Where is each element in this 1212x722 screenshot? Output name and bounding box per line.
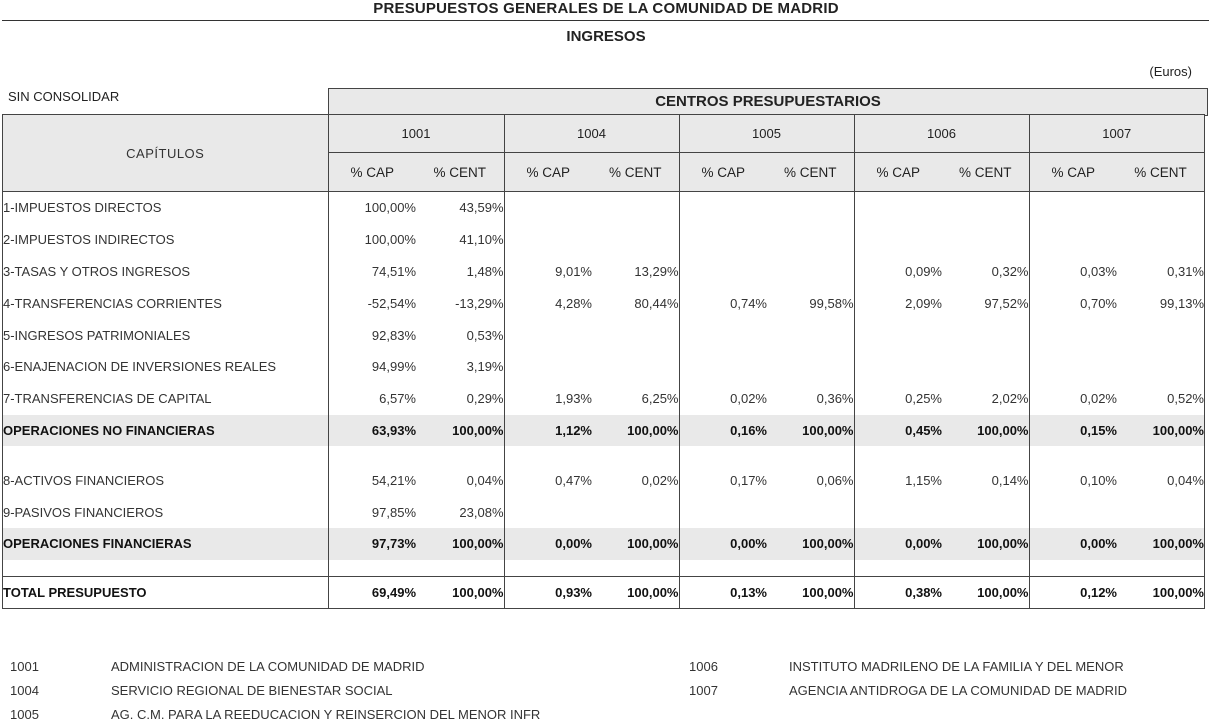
pct-cent-cell: 0,06%: [816, 472, 854, 488]
centros-header: CENTROS PRESUPUESTARIOS: [328, 88, 1208, 116]
table-row: [3, 496, 1204, 528]
pct-cent-cell: 100,00%: [802, 584, 854, 600]
pct-cent-cell: 100,00%: [1152, 584, 1204, 600]
spacer-row: [3, 446, 1204, 464]
pct-cent-cell: [942, 224, 1029, 256]
pct-cent-cell: 0,36%: [816, 391, 854, 407]
pct-cap-cell: 0,47%: [504, 464, 592, 496]
pct-cent-cell: 0,04%: [1167, 472, 1204, 488]
center-code-header: 1006: [854, 115, 1029, 153]
legend-code: 1006: [689, 659, 718, 674]
pct-cent-cell: 100,00%: [942, 415, 1029, 447]
pct-cent-cell: [942, 351, 1029, 383]
pct-cent-cell: 100,00%: [942, 528, 1029, 560]
pct-cent-cell: 3,19%: [466, 359, 504, 375]
pct-cap-header: % CAP: [1029, 153, 1117, 192]
row-label: 2-IMPUESTOS INDIRECTOS: [3, 232, 175, 248]
legend-code: 1005: [10, 707, 39, 722]
pct-cent-cell: 100,00%: [592, 415, 679, 447]
page-subtitle: INGRESOS: [566, 28, 646, 45]
units-label: (Euros): [1149, 64, 1192, 79]
pct-cap-cell: [854, 192, 942, 224]
pct-cap-cell: [679, 496, 767, 528]
pct-cap-cell: -52,54%: [328, 287, 416, 319]
table-row: [3, 287, 1204, 319]
pct-cent-cell: 100,00%: [416, 415, 504, 447]
pct-cap-cell: [854, 351, 942, 383]
legend-name: SERVICIO REGIONAL DE BIENESTAR SOCIAL: [111, 683, 393, 698]
pct-cent-cell: 1,48%: [466, 263, 504, 279]
pct-cent-cell: 41,10%: [459, 232, 504, 248]
pct-cent-cell: [592, 224, 679, 256]
table-row: [3, 192, 1204, 224]
pct-cent-cell: 100,00%: [452, 584, 504, 600]
pct-cap-cell: 1,12%: [504, 415, 592, 447]
pct-cap-cell: [504, 496, 592, 528]
pct-cent-cell: 2,02%: [991, 391, 1029, 407]
pct-cap-cell: [1029, 496, 1117, 528]
pct-cap-cell: 2,09%: [854, 287, 942, 319]
pct-cap-header: % CAP: [679, 153, 767, 192]
pct-cap-cell: [854, 224, 942, 256]
pct-cent-cell: [1117, 224, 1204, 256]
pct-cap-cell: 1,93%: [504, 383, 592, 415]
pct-cap-cell: 0,00%: [679, 528, 767, 560]
table-row: [3, 464, 1204, 496]
pct-cap-cell: 0,03%: [1029, 256, 1117, 288]
pct-cap-cell: [504, 224, 592, 256]
table-row: [3, 319, 1204, 351]
pct-cent-cell: 100,00%: [592, 528, 679, 560]
pct-cap-cell: [679, 351, 767, 383]
table-row: [3, 351, 1204, 383]
pct-cent-cell: 100,00%: [767, 415, 854, 447]
pct-cent-cell: 100,00%: [416, 528, 504, 560]
pct-cent-cell: 23,08%: [459, 504, 504, 520]
center-code-header: 1007: [1029, 115, 1204, 153]
pct-cap-cell: 0,00%: [1029, 528, 1117, 560]
center-code-header: 1005: [679, 115, 854, 153]
pct-cap-cell: [679, 319, 767, 351]
pct-cap-cell: 63,93%: [328, 415, 416, 447]
row-label: 8-ACTIVOS FINANCIEROS: [3, 472, 165, 488]
pct-cap-cell: 9,01%: [504, 256, 592, 288]
row-label: 4-TRANSFERENCIAS CORRIENTES: [3, 295, 222, 311]
pct-cent-cell: 97,52%: [984, 295, 1029, 311]
pct-cap-header: % CAP: [504, 153, 592, 192]
pct-cap-cell: [679, 192, 767, 224]
pct-cap-cell: 92,83%: [328, 319, 416, 351]
pct-cent-header: % CENT: [1117, 153, 1204, 192]
table-body: [3, 192, 1204, 608]
pct-cent-cell: [1117, 496, 1204, 528]
total-row: [3, 576, 1204, 608]
center-code-header: 1001: [328, 115, 504, 153]
pct-cap-cell: 6,57%: [328, 383, 416, 415]
pct-cap-cell: 97,85%: [328, 496, 416, 528]
pct-cap-header: % CAP: [328, 153, 416, 192]
pct-cent-header: % CENT: [942, 153, 1029, 192]
pct-cent-cell: 0,29%: [466, 391, 504, 407]
pct-cent-header: % CENT: [767, 153, 854, 192]
legend-name: AG. C.M. PARA LA REEDUCACION Y REINSERCION DEL MENOR INFR: [111, 707, 541, 722]
pct-cent-cell: 0,52%: [1167, 391, 1204, 407]
pct-cent-header: % CENT: [416, 153, 504, 192]
pct-cap-cell: [679, 224, 767, 256]
pct-cap-cell: 0,13%: [679, 576, 767, 608]
pct-cap-cell: 94,99%: [328, 351, 416, 383]
pct-cent-cell: 0,53%: [466, 327, 504, 343]
pct-cent-cell: [767, 256, 854, 288]
row-label: OPERACIONES NO FINANCIERAS: [3, 415, 328, 447]
pct-cap-cell: [504, 192, 592, 224]
row-label: OPERACIONES FINANCIERAS: [3, 528, 328, 560]
pct-cent-cell: 100,00%: [977, 584, 1029, 600]
pct-cent-cell: [767, 192, 854, 224]
pct-cent-cell: 0,32%: [991, 263, 1029, 279]
pct-cap-cell: 1,15%: [854, 464, 942, 496]
row-label: 6-ENAJENACION DE INVERSIONES REALES: [3, 359, 277, 375]
pct-cent-cell: 99,58%: [809, 295, 854, 311]
legend-code: 1001: [10, 659, 39, 674]
legend-code: 1007: [689, 683, 718, 698]
pct-cap-cell: 0,02%: [679, 383, 767, 415]
row-label: 9-PASIVOS FINANCIEROS: [3, 504, 164, 520]
pct-cent-cell: 100,00%: [627, 584, 679, 600]
row-label: TOTAL PRESUPUESTO: [3, 584, 147, 600]
pct-cent-cell: [767, 224, 854, 256]
pct-cap-cell: 0,16%: [679, 415, 767, 447]
pct-cent-cell: [1117, 319, 1204, 351]
row-label: 7-TRANSFERENCIAS DE CAPITAL: [3, 391, 212, 407]
pct-cap-cell: 54,21%: [328, 464, 416, 496]
pct-cent-cell: [1117, 351, 1204, 383]
pct-cap-cell: 0,09%: [854, 256, 942, 288]
pct-cap-cell: 74,51%: [328, 256, 416, 288]
pct-cent-cell: [1117, 192, 1204, 224]
budget-table: [3, 115, 1204, 608]
pct-cap-cell: 97,73%: [328, 528, 416, 560]
pct-cap-cell: 100,00%: [328, 192, 416, 224]
pct-cap-cell: 0,10%: [1029, 464, 1117, 496]
pct-cap-cell: 0,74%: [679, 287, 767, 319]
pct-cap-cell: [1029, 192, 1117, 224]
pct-cent-cell: [767, 351, 854, 383]
legend-name: AGENCIA ANTIDROGA DE LA COMUNIDAD DE MADRID: [789, 683, 1128, 698]
pct-cent-cell: 100,00%: [1117, 415, 1204, 447]
pct-cent-cell: 0,04%: [466, 472, 504, 488]
spacer-row: [3, 560, 1204, 577]
pct-cap-cell: 0,17%: [679, 464, 767, 496]
pct-cap-cell: 69,49%: [328, 576, 416, 608]
pct-cap-cell: 0,02%: [1029, 383, 1117, 415]
pct-cap-cell: 0,93%: [504, 576, 592, 608]
pct-cap-cell: 0,38%: [854, 576, 942, 608]
page-title: PRESUPUESTOS GENERALES DE LA COMUNIDAD DE MADRID: [373, 0, 839, 17]
legend-name: INSTITUTO MADRILENO DE LA FAMILIA Y DEL MENOR: [789, 659, 1124, 674]
pct-cap-cell: [1029, 319, 1117, 351]
pct-cent-cell: [942, 192, 1029, 224]
table-row: [3, 224, 1204, 256]
pct-cent-cell: [942, 319, 1029, 351]
pct-cap-cell: 0,12%: [1029, 576, 1117, 608]
pct-cap-cell: 0,00%: [854, 528, 942, 560]
pct-cent-cell: -13,29%: [455, 295, 504, 311]
pct-cap-cell: [679, 256, 767, 288]
table-row: [3, 256, 1204, 288]
pct-cap-cell: [854, 319, 942, 351]
pct-cent-cell: 0,02%: [641, 472, 679, 488]
row-label: 1-IMPUESTOS DIRECTOS: [3, 200, 162, 216]
row-label: 3-TASAS Y OTROS INGRESOS: [3, 263, 191, 279]
pct-cent-cell: 0,14%: [991, 472, 1029, 488]
pct-cent-cell: [592, 192, 679, 224]
subtotal-row: [3, 415, 1204, 447]
pct-cap-cell: 0,15%: [1029, 415, 1117, 447]
pct-cent-cell: 100,00%: [1117, 528, 1204, 560]
table-row: [3, 383, 1204, 415]
legend-code: 1004: [10, 683, 39, 698]
pct-cent-cell: [942, 496, 1029, 528]
pct-cent-header: % CENT: [592, 153, 679, 192]
subtotal-row: [3, 528, 1204, 560]
title-divider: [2, 20, 1209, 21]
scope-label: SIN CONSOLIDAR: [8, 89, 120, 104]
pct-cap-cell: 0,00%: [504, 528, 592, 560]
pct-cent-cell: [767, 496, 854, 528]
pct-cap-cell: [854, 496, 942, 528]
pct-cent-cell: 100,00%: [767, 528, 854, 560]
legend-name: ADMINISTRACION DE LA COMUNIDAD DE MADRID: [111, 659, 425, 674]
pct-cap-header: % CAP: [854, 153, 942, 192]
pct-cap-cell: [1029, 351, 1117, 383]
center-code-row: [3, 115, 1204, 153]
pct-cent-cell: 99,13%: [1159, 295, 1204, 311]
pct-cap-cell: 0,45%: [854, 415, 942, 447]
pct-cent-cell: 13,29%: [634, 263, 679, 279]
pct-cent-cell: [767, 319, 854, 351]
pct-cap-cell: 4,28%: [504, 287, 592, 319]
pct-cap-cell: 0,25%: [854, 383, 942, 415]
pct-cent-cell: [592, 351, 679, 383]
pct-cent-cell: 80,44%: [634, 295, 679, 311]
pct-cent-cell: [592, 496, 679, 528]
pct-cap-cell: [504, 319, 592, 351]
pct-cent-cell: 43,59%: [459, 200, 504, 216]
capitulos-header: CAPÍTULOS: [3, 115, 328, 192]
pct-cent-cell: 0,31%: [1167, 263, 1204, 279]
pct-cent-cell: 6,25%: [641, 391, 679, 407]
pct-cent-cell: [592, 319, 679, 351]
pct-cap-cell: 100,00%: [328, 224, 416, 256]
row-label: 5-INGRESOS PATRIMONIALES: [3, 327, 191, 343]
pct-cap-cell: [504, 351, 592, 383]
center-code-header: 1004: [504, 115, 679, 153]
pct-cap-cell: [1029, 224, 1117, 256]
pct-cap-cell: 0,70%: [1029, 287, 1117, 319]
